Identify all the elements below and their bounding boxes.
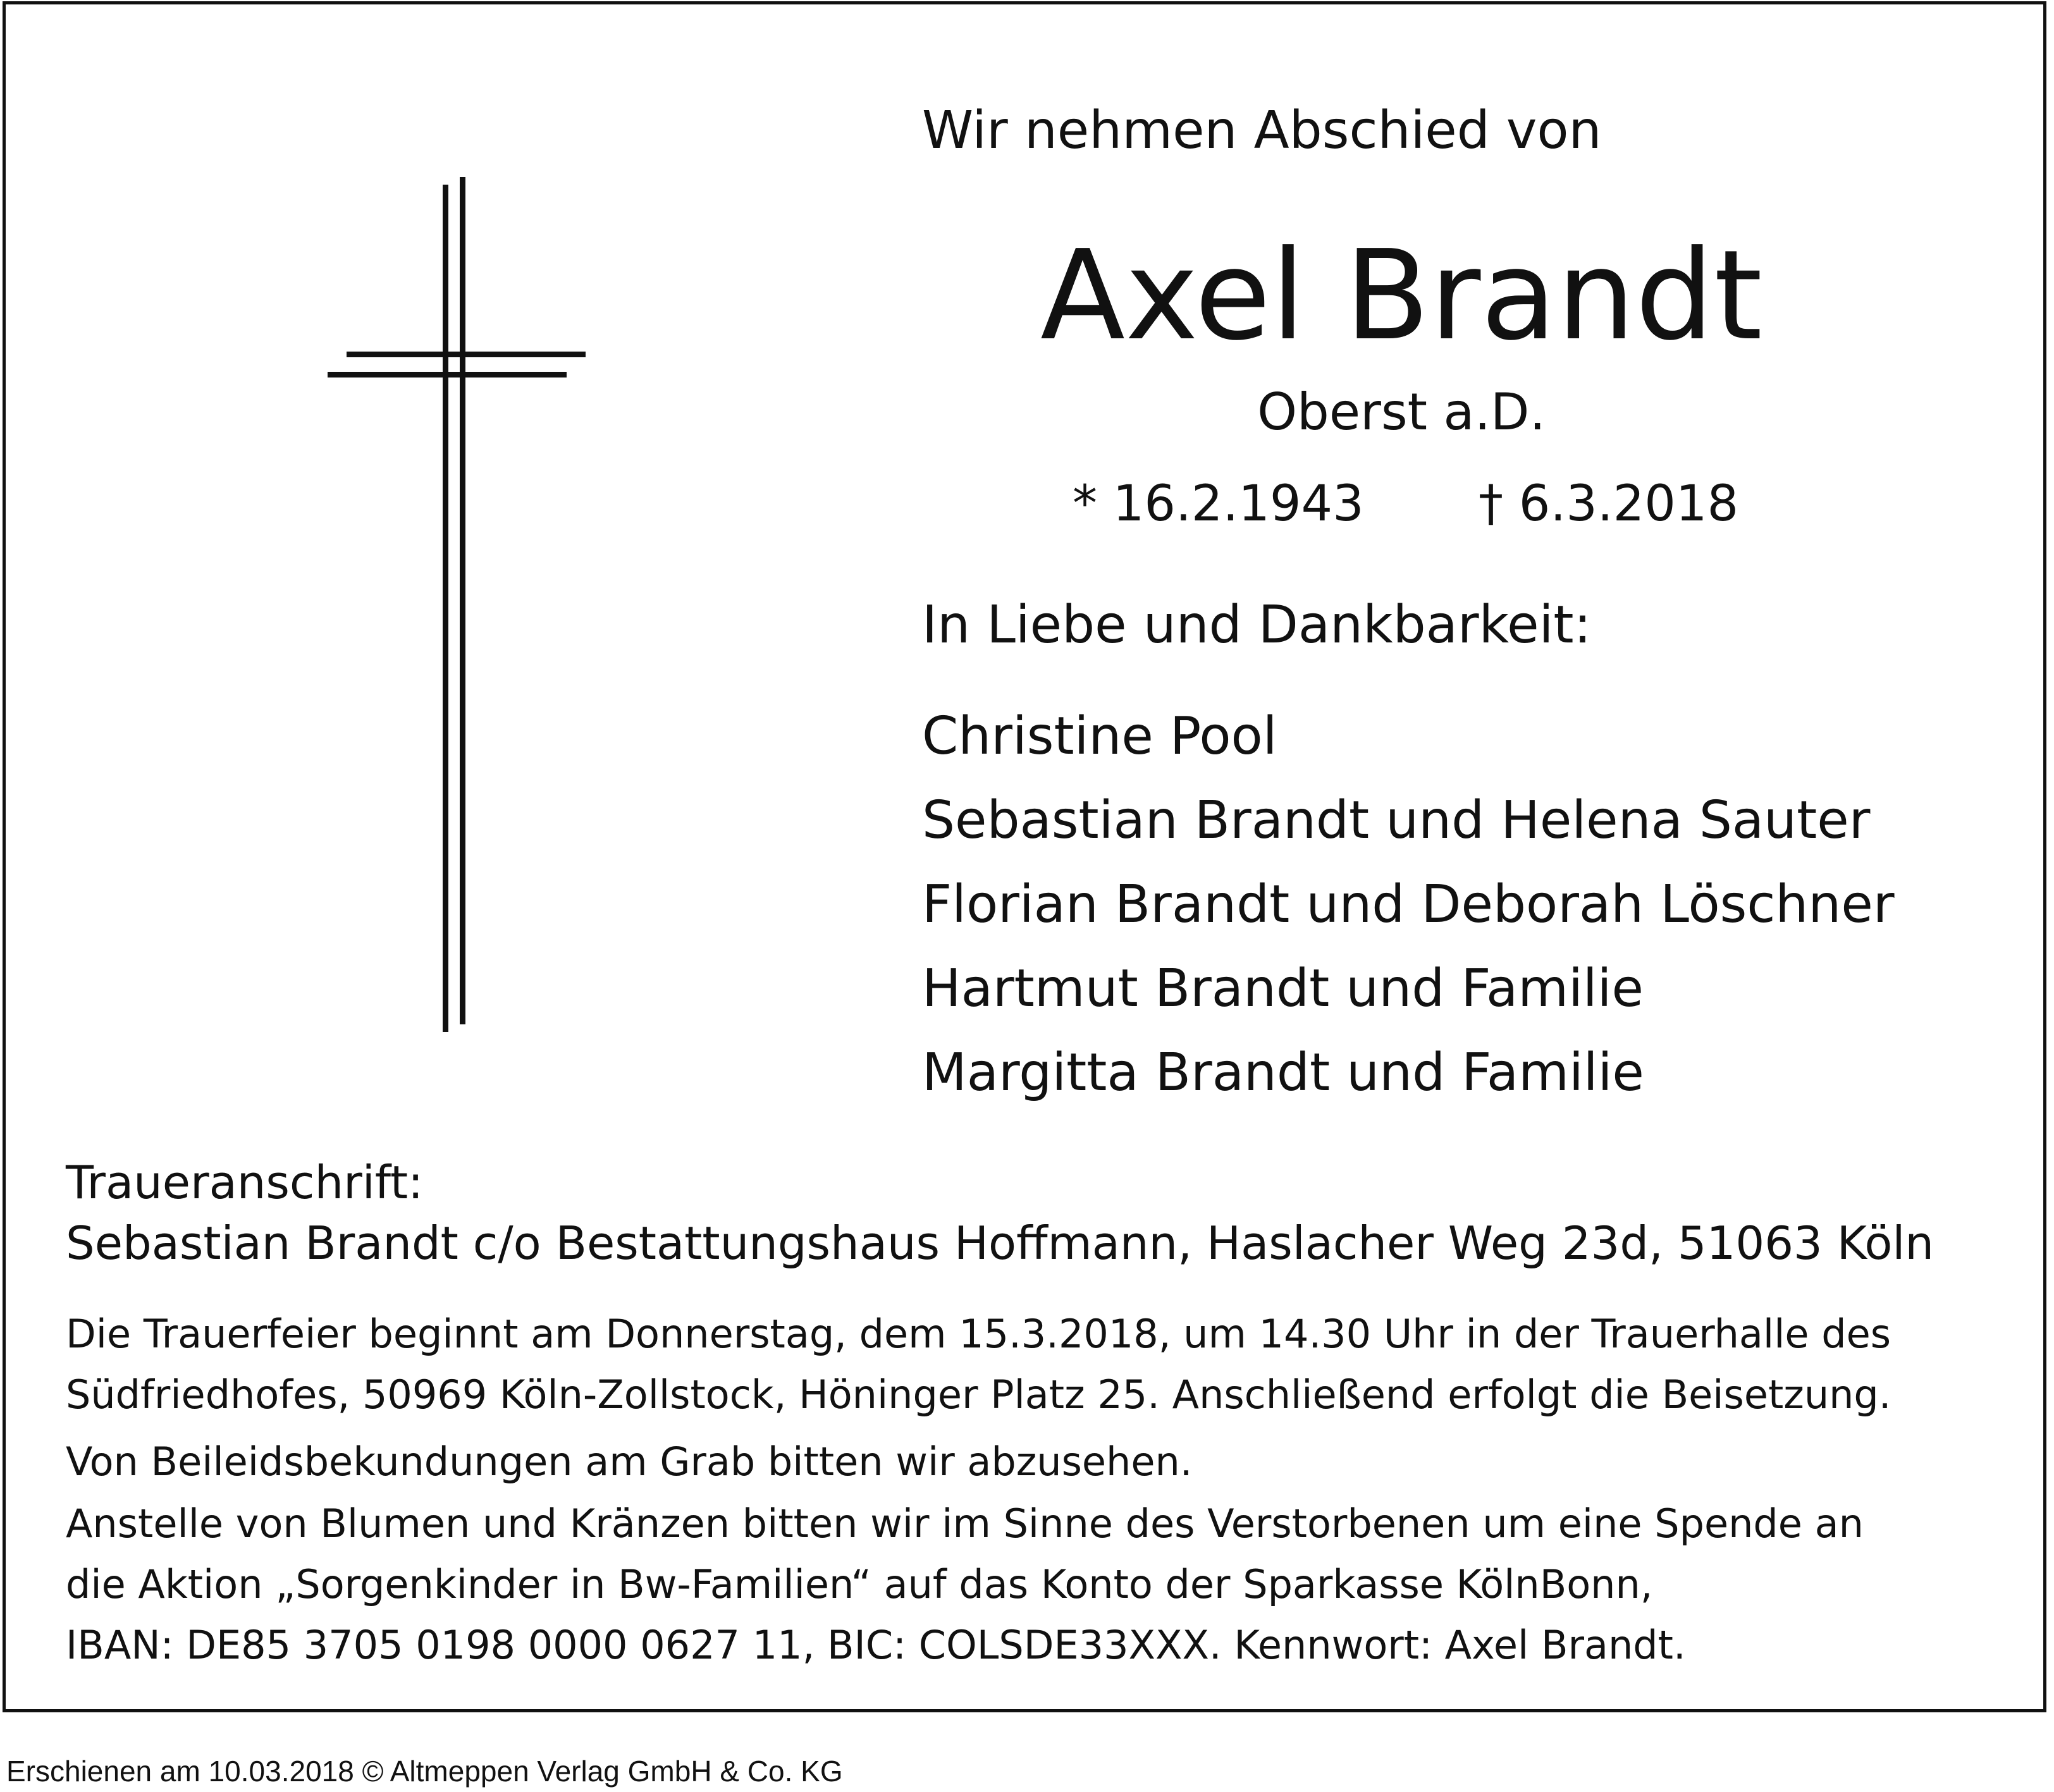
donation-paragraph [66, 1494, 1988, 1676]
donation-line: IBAN: DE85 3705 0198 0000 0627 11, BIC: COLSDE33XXX. Kennwort: Axel Brandt. [66, 1622, 1686, 1668]
condolence-note: Von Beileidsbekundungen am Grab bitten wir abzusehen. [66, 1439, 1193, 1485]
donation-line: Anstelle von Blumen und Kränzen bitten wir im Sinne des Verstorbenen um eine Spende an [66, 1500, 1864, 1547]
ceremony-paragraph [66, 1304, 1988, 1425]
death-date: † 6.3.2018 [1479, 476, 1739, 532]
mourner-item: Sebastian Brandt und Helena Sauter [922, 790, 1871, 850]
ceremony-line: Südfriedhofes, 50969 Köln-Zollstock, Höninger Platz 25. Anschließend erfolgt die Beisetzung. [66, 1372, 1891, 1418]
dedication-line: In Liebe und Dankbarkeit: [922, 595, 1592, 655]
mourning-address: Sebastian Brandt c/o Bestattungshaus Hoffmann, Haslacher Weg 23d, 51063 Köln [66, 1217, 1934, 1270]
publication-footer: Erschienen am 10.03.2018 © Altmeppen Verlag GmbH & Co. KG [6, 1755, 843, 1788]
ceremony-line: Die Trauerfeier beginnt am Donnerstag, dem 15.3.2018, um 14.30 Uhr in der Trauerhalle des [66, 1311, 1891, 1357]
mourner-item: Margitta Brandt und Familie [922, 1043, 1644, 1103]
deceased-rank: Oberst a.D. [1257, 383, 1546, 441]
birth-date: * 16.2.1943 [1073, 476, 1364, 532]
mourners-list [922, 694, 1895, 1115]
mourner-item: Hartmut Brandt und Familie [922, 959, 1644, 1019]
mourner-item: Florian Brandt und Deborah Löschner [922, 875, 1895, 935]
donation-line: die Aktion „Sorgenkinder in Bw-Familien“ auf das Konto der Sparkasse KölnBonn, [66, 1561, 1653, 1607]
address-label: Traueranschrift: [66, 1156, 424, 1209]
cross-icon [316, 177, 594, 1037]
deceased-name: Axel Brandt [1040, 224, 1763, 368]
farewell-intro: Wir nehmen Abschied von [922, 101, 1602, 161]
mourner-item: Christine Pool [922, 706, 1277, 766]
